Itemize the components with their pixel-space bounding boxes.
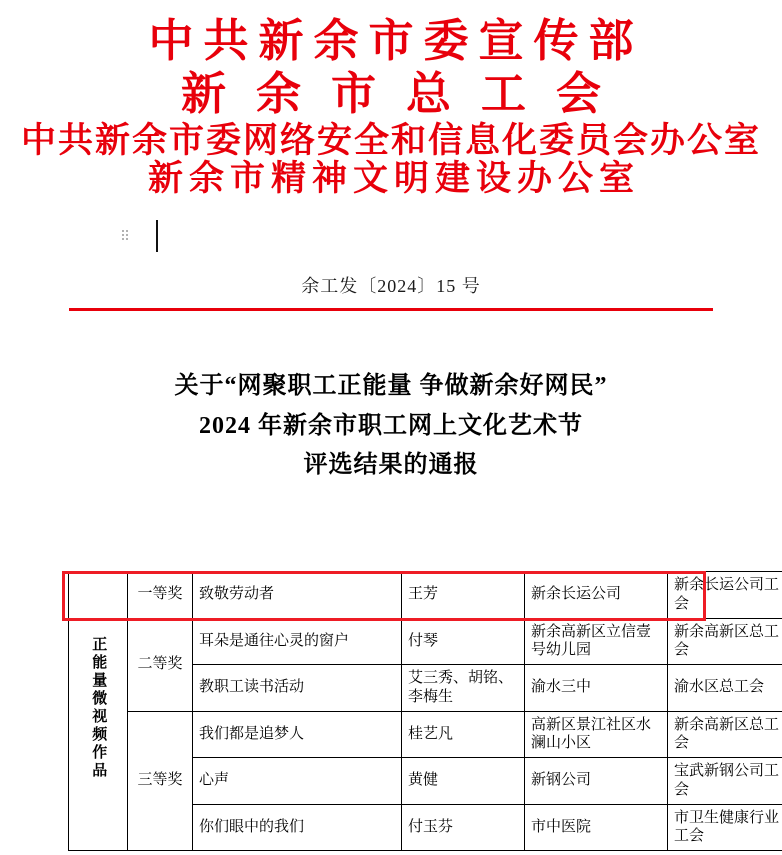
unit-cell: 新余高新区立信壹号幼儿园 [525,618,668,665]
award-table-wrap [68,571,780,851]
organization-cell: 渝水区总工会 [668,665,782,712]
work-title-cell: 你们眼中的我们 [193,804,402,851]
organization-cell: 新余长运公司工会 [668,572,782,619]
unit-cell: 渝水三中 [525,665,668,712]
organization-cell: 新余高新区总工会 [668,618,782,665]
table-row [69,572,782,619]
masthead-line-3: 中共新余市委网络安全和信息化委员会办公室 [20,120,761,160]
red-divider-rule [69,308,713,311]
category-label: 正能量微视频作品 [90,636,107,781]
work-title-cell: 教职工读书活动 [193,665,402,712]
rank-cell: 三等奖 [128,711,193,851]
organization-cell: 市卫生健康行业工会 [668,804,782,851]
title-line-3: 评选结果的通报 [303,452,479,479]
document-title [0,367,782,486]
unit-cell: 市中医院 [525,804,668,851]
unit-cell: 高新区景江社区水澜山小区 [525,711,668,758]
rank-cell: 二等奖 [128,618,193,711]
person-cell: 王芳 [402,572,525,619]
table-row [69,711,782,758]
work-title-cell: 耳朵是通往心灵的窗户 [193,618,402,665]
masthead-line-4: 新余市精神文明建设办公室 [147,159,640,199]
unit-cell: 新余长运公司 [525,572,668,619]
masthead [0,0,782,198]
award-table [68,571,782,851]
organization-cell: 新余高新区总工会 [668,711,782,758]
person-cell: 艾三秀、胡铭、李梅生 [402,665,525,712]
work-title-cell: 心声 [193,758,402,805]
person-cell: 付琴 [402,618,525,665]
table-row [69,618,782,665]
title-line-2: 2024 年新余市职工网上文化艺术节 [199,412,583,439]
drag-handle-icon[interactable] [122,230,130,242]
work-title-cell: 我们都是追梦人 [193,711,402,758]
category-cell [69,572,128,851]
person-cell: 桂艺凡 [402,711,525,758]
document-number: 余工发〔2024〕15 号 [301,276,481,296]
editor-row [0,220,782,266]
work-title-cell: 致敬劳动者 [193,572,402,619]
text-caret-icon [156,220,158,252]
document-number-block [0,272,782,311]
masthead-line-1: 中共新余市委宣传部 [148,16,644,66]
person-cell: 黄健 [402,758,525,805]
unit-cell: 新钢公司 [525,758,668,805]
title-line-1: 关于“网聚职工正能量 争做新余好网民” [174,373,608,399]
organization-cell: 宝武新钢公司工会 [668,758,782,805]
masthead-line-2: 新余市总工会 [180,69,631,120]
person-cell: 付玉芬 [402,804,525,851]
rank-cell: 一等奖 [128,572,193,619]
